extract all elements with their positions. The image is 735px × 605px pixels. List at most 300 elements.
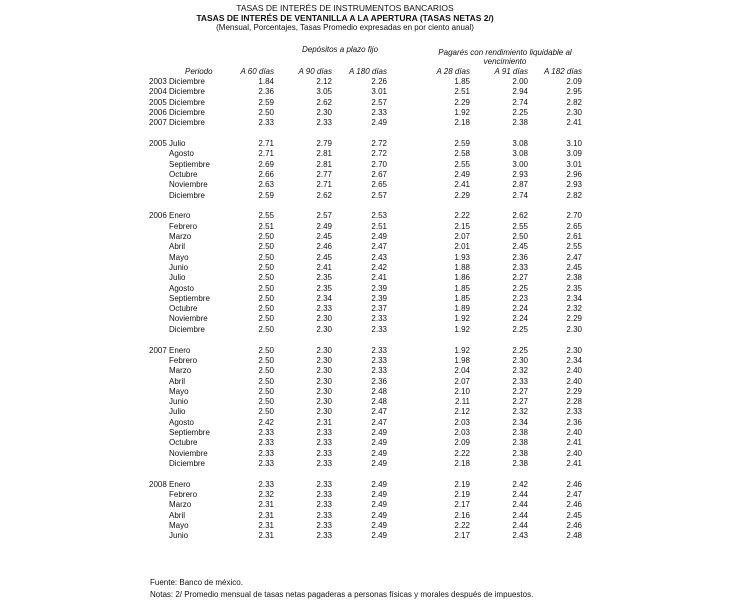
row-value: 2.41 — [316, 262, 332, 272]
row-value: 2.55 — [454, 159, 470, 169]
row-month: Enero — [169, 479, 191, 489]
row-value: 2.42 — [371, 262, 387, 272]
row-value: 2.58 — [454, 149, 470, 159]
row-month: Julio — [169, 273, 186, 283]
row-value: 2.03 — [454, 427, 470, 437]
row-value: 2.46 — [566, 500, 582, 510]
row-value: 2.41 — [566, 118, 582, 128]
row-value: 2.44 — [512, 500, 528, 510]
row-value: 2.45 — [566, 510, 582, 520]
row-value: 2.66 — [258, 169, 274, 179]
row-value: 1.85 — [454, 283, 470, 293]
row-value: 3.01 — [566, 159, 582, 169]
row-value: 2.33 — [258, 448, 274, 458]
row-value: 2.33 — [258, 118, 274, 128]
row-month: Mayo — [169, 520, 189, 530]
row-value: 2.33 — [316, 118, 332, 128]
table-row — [0, 118, 735, 128]
table-row — [0, 294, 735, 304]
row-value: 2.40 — [566, 448, 582, 458]
row-value: 2.72 — [371, 139, 387, 149]
row-month: Diciembre — [169, 118, 206, 128]
row-value: 2.09 — [454, 438, 470, 448]
table-row — [0, 149, 735, 159]
row-value: 2.53 — [371, 211, 387, 221]
table-row — [0, 418, 735, 428]
table-row — [0, 77, 735, 87]
row-value: 3.09 — [566, 149, 582, 159]
row-month: Septiembre — [169, 293, 210, 303]
row-year: 2007 — [149, 345, 167, 355]
row-year: 2006 — [149, 211, 167, 221]
row-month: Mayo — [169, 386, 189, 396]
row-month: Diciembre — [169, 190, 206, 200]
row-value: 2.55 — [512, 221, 528, 231]
row-value: 2.12 — [316, 77, 332, 86]
group-header-depositos: Depósitos a plazo fijo — [301, 45, 379, 54]
row-value: 2.29 — [454, 190, 470, 200]
table-row — [0, 98, 735, 108]
row-value: 2.32 — [512, 407, 528, 417]
row-value: 2.40 — [566, 366, 582, 376]
row-value: 2.33 — [316, 448, 332, 458]
row-value: 2.47 — [566, 490, 582, 500]
table-row — [0, 490, 735, 500]
row-value: 2.30 — [316, 376, 332, 386]
row-value: 2.24 — [512, 314, 528, 324]
table-row — [0, 500, 735, 510]
row-value: 2.12 — [454, 407, 470, 417]
row-value: 2.81 — [316, 149, 332, 159]
row-value: 2.33 — [258, 458, 274, 468]
row-value: 2.42 — [258, 417, 274, 427]
table-row — [0, 428, 735, 438]
row-month: Julio — [169, 407, 186, 417]
row-value: 2.51 — [371, 221, 387, 231]
row-month: Abril — [169, 242, 186, 252]
row-value: 2.22 — [454, 448, 470, 458]
row-value: 2.18 — [454, 458, 470, 468]
row-month: Marzo — [169, 366, 192, 376]
table-row — [0, 325, 735, 335]
row-value: 2.49 — [371, 118, 387, 128]
row-value: 2.34 — [512, 417, 528, 427]
row-value: 2.61 — [566, 232, 582, 242]
row-value: 2.50 — [258, 386, 274, 396]
row-value: 2.74 — [512, 190, 528, 200]
table-row — [0, 377, 735, 387]
row-value: 2.49 — [371, 479, 387, 489]
row-value: 2.49 — [454, 169, 470, 179]
row-value: 2.19 — [454, 490, 470, 500]
table-row — [0, 407, 735, 417]
row-value: 2.49 — [316, 221, 332, 231]
row-value: 2.33 — [316, 438, 332, 448]
row-value: 2.41 — [566, 458, 582, 468]
row-value: 2.17 — [454, 531, 470, 541]
row-value: 2.33 — [316, 531, 332, 541]
row-value: 2.40 — [566, 376, 582, 386]
row-value: 2.51 — [454, 87, 470, 97]
table-row — [0, 191, 735, 201]
table-row — [0, 139, 735, 149]
row-value: 2.49 — [371, 520, 387, 530]
row-value: 2.35 — [566, 283, 582, 293]
table-row — [0, 356, 735, 366]
row-value: 2.49 — [371, 500, 387, 510]
row-value: 2.44 — [512, 520, 528, 530]
row-value: 2.69 — [258, 159, 274, 169]
row-value: 2.27 — [512, 386, 528, 396]
row-value: 2.59 — [258, 190, 274, 200]
row-value: 2.49 — [371, 458, 387, 468]
row-month: Julio — [169, 139, 186, 149]
row-month: Septiembre — [169, 427, 210, 437]
row-value: 2.30 — [316, 397, 332, 407]
table-row — [0, 273, 735, 283]
row-value: 2.30 — [512, 355, 528, 365]
row-value: 2.33 — [316, 490, 332, 500]
table-row — [0, 366, 735, 376]
row-value: 2.01 — [454, 242, 470, 252]
row-value: 2.62 — [316, 190, 332, 200]
row-value: 2.71 — [258, 139, 274, 149]
row-value: 2.30 — [566, 324, 582, 334]
row-value: 2.07 — [454, 376, 470, 386]
row-value: 2.00 — [512, 77, 528, 86]
row-year: 2006 — [149, 107, 167, 117]
row-value: 2.67 — [371, 169, 387, 179]
group-header-pagares: Pagarés con rendimiento liquidable al vencimiento — [438, 48, 572, 66]
row-month: Diciembre — [169, 458, 206, 468]
table-row — [0, 180, 735, 190]
row-month: Agosto — [169, 283, 194, 293]
row-month: Octubre — [169, 438, 198, 448]
row-value: 2.48 — [566, 531, 582, 541]
row-value: 2.30 — [316, 345, 332, 355]
row-value: 2.94 — [512, 87, 528, 97]
row-value: 2.33 — [316, 500, 332, 510]
row-value: 2.38 — [512, 427, 528, 437]
row-value: 2.36 — [566, 417, 582, 427]
row-value: 2.03 — [454, 417, 470, 427]
row-value: 2.27 — [512, 397, 528, 407]
row-value: 2.34 — [566, 355, 582, 365]
row-month: Diciembre — [169, 87, 206, 97]
row-value: 2.50 — [258, 376, 274, 386]
table-row — [0, 480, 735, 490]
row-value: 2.47 — [566, 252, 582, 262]
row-value: 2.38 — [512, 438, 528, 448]
row-value: 2.82 — [566, 190, 582, 200]
row-value: 2.96 — [566, 169, 582, 179]
row-year: 2007 — [149, 118, 167, 128]
row-value: 2.62 — [512, 211, 528, 221]
row-value: 2.33 — [371, 324, 387, 334]
row-value: 2.50 — [258, 242, 274, 252]
table-row — [0, 314, 735, 324]
row-month: Enero — [169, 345, 191, 355]
row-month: Junio — [169, 531, 189, 541]
row-value: 2.55 — [566, 242, 582, 252]
row-month: Diciembre — [169, 77, 206, 86]
row-value: 2.48 — [371, 386, 387, 396]
row-month: Octubre — [169, 169, 198, 179]
row-month: Agosto — [169, 149, 194, 159]
row-value: 2.38 — [512, 118, 528, 128]
column-header-28: A 28 días — [436, 67, 470, 76]
row-value: 2.50 — [258, 293, 274, 303]
row-value: 2.50 — [258, 366, 274, 376]
table-row — [0, 304, 735, 314]
footer-notes: Notas: 2/ Promedio mensual de tasas netas pagaderas a personas físicas y morales después de impuestos. — [150, 590, 534, 599]
row-value: 2.50 — [258, 273, 274, 283]
column-header-90: A 90 días — [298, 67, 332, 76]
column-header-91: A 91 días — [494, 67, 528, 76]
row-month: Febrero — [169, 221, 198, 231]
rates-table — [0, 77, 735, 542]
row-month: Noviembre — [169, 180, 208, 190]
row-value: 2.33 — [258, 479, 274, 489]
row-value: 2.30 — [316, 366, 332, 376]
row-value: 2.32 — [566, 304, 582, 314]
row-value: 2.30 — [316, 107, 332, 117]
row-value: 2.18 — [454, 118, 470, 128]
row-value: 2.33 — [512, 262, 528, 272]
document-header — [150, 3, 540, 33]
row-value: 2.30 — [566, 345, 582, 355]
table-row — [0, 511, 735, 521]
row-value: 2.46 — [316, 242, 332, 252]
row-value: 2.39 — [371, 293, 387, 303]
row-value: 2.42 — [512, 479, 528, 489]
row-value: 2.31 — [258, 520, 274, 530]
row-month: Febrero — [169, 490, 198, 500]
row-value: 2.49 — [371, 232, 387, 242]
row-value: 2.45 — [512, 242, 528, 252]
row-value: 2.50 — [258, 283, 274, 293]
row-value: 2.23 — [512, 293, 528, 303]
row-value: 2.47 — [371, 242, 387, 252]
row-value: 2.11 — [455, 397, 470, 407]
row-value: 2.10 — [454, 386, 470, 396]
row-value: 2.50 — [258, 407, 274, 417]
row-value: 2.31 — [316, 417, 332, 427]
row-value: 2.50 — [258, 324, 274, 334]
row-month: Marzo — [169, 232, 192, 242]
row-value: 2.46 — [566, 520, 582, 530]
footer-source: Fuente: Banco de méxico. — [150, 578, 243, 587]
row-value: 2.57 — [316, 211, 332, 221]
row-value: 2.25 — [512, 324, 528, 334]
row-value: 1.93 — [454, 252, 470, 262]
row-value: 2.93 — [512, 169, 528, 179]
row-value: 3.05 — [316, 87, 332, 97]
table-row — [0, 232, 735, 242]
row-month: Abril — [169, 510, 186, 520]
table-row — [0, 284, 735, 294]
row-value: 2.77 — [316, 169, 332, 179]
row-value: 2.33 — [316, 427, 332, 437]
row-year: 2003 — [149, 77, 167, 86]
row-month: Diciembre — [169, 107, 206, 117]
row-value: 2.38 — [566, 273, 582, 283]
row-value: 2.45 — [566, 262, 582, 272]
row-value: 2.30 — [316, 407, 332, 417]
row-value: 1.84 — [258, 77, 274, 86]
row-value: 2.49 — [371, 531, 387, 541]
row-value: 2.41 — [371, 273, 387, 283]
row-value: 2.33 — [371, 314, 387, 324]
row-value: 2.50 — [258, 345, 274, 355]
document-note: (Mensual, Porcentajes, Tasas Promedio expresadas en por ciento anual) — [216, 23, 474, 32]
row-value: 2.45 — [316, 252, 332, 262]
row-month: Junio — [169, 397, 189, 407]
row-value: 2.65 — [371, 180, 387, 190]
row-value: 2.15 — [454, 221, 470, 231]
row-value: 2.41 — [566, 438, 582, 448]
table-row — [0, 449, 735, 459]
row-value: 2.04 — [454, 366, 470, 376]
row-value: 2.49 — [371, 490, 387, 500]
row-value: 2.35 — [316, 273, 332, 283]
row-value: 2.41 — [454, 180, 470, 190]
row-year: 2008 — [149, 479, 167, 489]
row-value: 2.50 — [258, 355, 274, 365]
row-value: 2.09 — [566, 77, 582, 86]
row-month: Marzo — [169, 500, 192, 510]
row-value: 2.29 — [566, 314, 582, 324]
row-value: 2.39 — [371, 283, 387, 293]
row-value: 2.50 — [512, 232, 528, 242]
row-value: 2.50 — [258, 314, 274, 324]
table-row — [0, 397, 735, 407]
row-value: 2.30 — [316, 324, 332, 334]
row-value: 2.22 — [454, 520, 470, 530]
row-value: 2.81 — [316, 159, 332, 169]
row-value: 2.49 — [371, 448, 387, 458]
row-value: 2.70 — [371, 159, 387, 169]
table-row — [0, 263, 735, 273]
row-value: 2.79 — [316, 139, 332, 149]
row-value: 2.25 — [512, 345, 528, 355]
row-value: 2.59 — [258, 97, 274, 107]
row-value: 1.92 — [454, 107, 470, 117]
row-value: 2.16 — [454, 510, 470, 520]
row-value: 2.33 — [371, 355, 387, 365]
row-value: 1.85 — [454, 77, 470, 86]
row-value: 2.26 — [371, 77, 387, 86]
row-value: 2.59 — [454, 139, 470, 149]
row-value: 2.50 — [258, 304, 274, 314]
row-value: 2.31 — [258, 500, 274, 510]
row-value: 2.33 — [566, 407, 582, 417]
table-row — [0, 459, 735, 469]
table-row — [0, 170, 735, 180]
row-value: 2.19 — [454, 479, 470, 489]
table-row — [0, 531, 735, 541]
row-value: 2.33 — [371, 366, 387, 376]
row-value: 2.44 — [512, 510, 528, 520]
table-row — [0, 87, 735, 97]
row-value: 2.63 — [258, 180, 274, 190]
row-value: 2.51 — [258, 221, 274, 231]
row-value: 2.49 — [371, 510, 387, 520]
row-value: 1.92 — [454, 314, 470, 324]
row-value: 2.27 — [512, 273, 528, 283]
row-month: Septiembre — [169, 159, 210, 169]
row-value: 2.43 — [512, 531, 528, 541]
row-value: 2.65 — [566, 221, 582, 231]
row-value: 2.43 — [371, 252, 387, 262]
row-value: 2.44 — [512, 490, 528, 500]
row-value: 2.49 — [371, 427, 387, 437]
row-value: 1.92 — [454, 324, 470, 334]
row-month: Octubre — [169, 304, 198, 314]
row-value: 2.50 — [258, 397, 274, 407]
row-value: 2.71 — [258, 149, 274, 159]
row-value: 2.32 — [258, 490, 274, 500]
row-value: 2.72 — [371, 149, 387, 159]
row-value: 2.33 — [371, 345, 387, 355]
row-value: 2.50 — [258, 107, 274, 117]
row-value: 3.01 — [371, 87, 387, 97]
row-month: Mayo — [169, 252, 189, 262]
table-row — [0, 242, 735, 252]
row-value: 3.10 — [566, 139, 582, 149]
row-value: 2.36 — [512, 252, 528, 262]
table-row — [0, 346, 735, 356]
row-month: Febrero — [169, 355, 198, 365]
row-month: Diciembre — [169, 97, 206, 107]
row-value: 1.88 — [454, 262, 470, 272]
row-value: 3.08 — [512, 149, 528, 159]
row-value: 2.49 — [371, 438, 387, 448]
row-value: 2.62 — [316, 97, 332, 107]
row-value: 2.25 — [512, 107, 528, 117]
column-header-182: A 182 días — [544, 67, 582, 76]
row-value: 2.34 — [316, 293, 332, 303]
row-month: Noviembre — [169, 448, 208, 458]
row-year: 2005 — [149, 97, 167, 107]
row-year: 2005 — [149, 139, 167, 149]
table-row — [0, 108, 735, 118]
row-value: 2.87 — [512, 180, 528, 190]
row-value: 2.38 — [512, 458, 528, 468]
row-value: 2.31 — [258, 510, 274, 520]
row-month: Noviembre — [169, 314, 208, 324]
row-month: Agosto — [169, 417, 194, 427]
row-value: 2.29 — [454, 97, 470, 107]
row-value: 2.07 — [454, 232, 470, 242]
row-value: 3.00 — [512, 159, 528, 169]
row-value: 2.47 — [371, 407, 387, 417]
row-value: 2.37 — [371, 304, 387, 314]
row-value: 2.50 — [258, 262, 274, 272]
row-value: 2.55 — [258, 211, 274, 221]
column-header-180: A 180 días — [349, 67, 387, 76]
row-value: 1.92 — [454, 345, 470, 355]
row-value: 2.33 — [512, 376, 528, 386]
row-value: 2.38 — [512, 448, 528, 458]
row-value: 2.74 — [512, 97, 528, 107]
row-value: 2.57 — [371, 190, 387, 200]
row-value: 2.33 — [316, 510, 332, 520]
table-row — [0, 253, 735, 263]
row-value: 2.32 — [512, 366, 528, 376]
row-month: Enero — [169, 211, 191, 221]
row-value: 2.24 — [512, 304, 528, 314]
